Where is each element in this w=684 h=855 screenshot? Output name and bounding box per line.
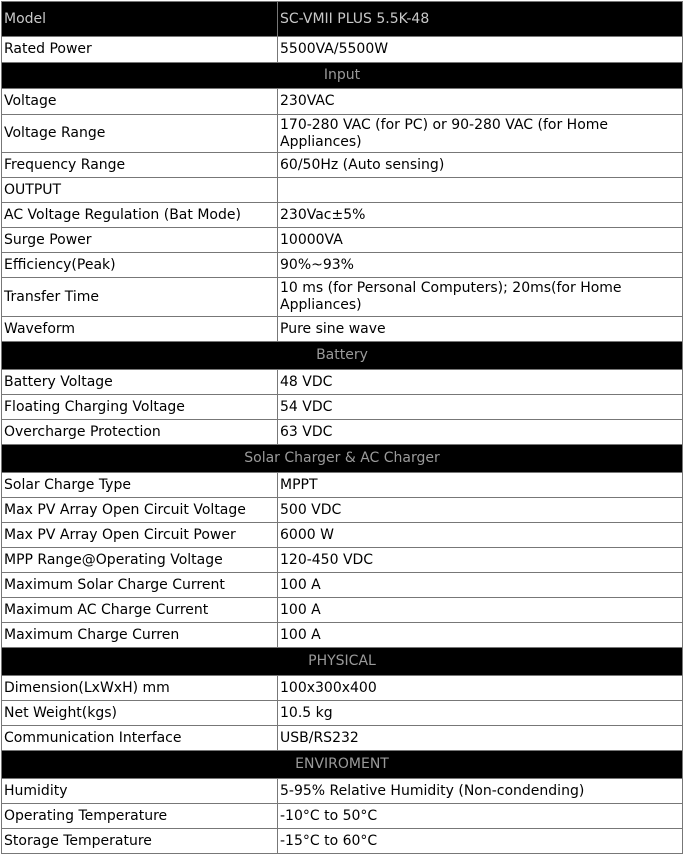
table-row — [2, 317, 683, 342]
row-value: 60/50Hz (Auto sensing) — [278, 153, 683, 178]
table-row — [2, 178, 683, 203]
table-row — [2, 473, 683, 498]
row-label: Maximum Solar Charge Current — [2, 573, 278, 598]
table-row — [2, 573, 683, 598]
row-value: 48 VDC — [278, 370, 683, 395]
row-label: Transfer Time — [2, 278, 278, 317]
row-label: Efficiency(Peak) — [2, 253, 278, 278]
table-row — [2, 726, 683, 751]
row-label: OUTPUT — [2, 178, 278, 203]
row-label: Voltage Range — [2, 115, 278, 153]
table-row — [2, 115, 683, 153]
row-value: 63 VDC — [278, 420, 683, 445]
row-value: 100 A — [278, 598, 683, 623]
row-label: Operating Temperature — [2, 804, 278, 829]
section-title: Solar Charger & AC Charger — [2, 445, 683, 473]
row-label: Rated Power — [2, 37, 278, 63]
row-value: 90%~93% — [278, 253, 683, 278]
table-row — [2, 278, 683, 317]
row-label: Waveform — [2, 317, 278, 342]
table-row — [2, 370, 683, 395]
row-value: 6000 W — [278, 523, 683, 548]
row-value: 100x300x400 — [278, 676, 683, 701]
row-value: 100 A — [278, 623, 683, 648]
table-row — [2, 153, 683, 178]
table-row — [2, 395, 683, 420]
row-value: 54 VDC — [278, 395, 683, 420]
model-row — [2, 2, 683, 37]
row-label: Maximum AC Charge Current — [2, 598, 278, 623]
row-value: 120-450 VDC — [278, 548, 683, 573]
table-row — [2, 37, 683, 63]
row-value: Pure sine wave — [278, 317, 683, 342]
row-label: Max PV Array Open Circuit Power — [2, 523, 278, 548]
row-value: 100 A — [278, 573, 683, 598]
row-value: -10°C to 50°C — [278, 804, 683, 829]
row-value: 5500VA/5500W — [278, 37, 683, 63]
row-value: 230VAC — [278, 89, 683, 115]
row-label: Net Weight(kgs) — [2, 701, 278, 726]
row-label: Frequency Range — [2, 153, 278, 178]
row-label: Solar Charge Type — [2, 473, 278, 498]
table-row — [2, 548, 683, 573]
table-row — [2, 701, 683, 726]
row-value: MPPT — [278, 473, 683, 498]
spec-table — [1, 1, 683, 854]
model-value: SC-VMII PLUS 5.5K-48 — [278, 2, 683, 37]
row-label: Surge Power — [2, 228, 278, 253]
row-value: USB/RS232 — [278, 726, 683, 751]
table-row — [2, 623, 683, 648]
table-row — [2, 676, 683, 701]
table-row — [2, 420, 683, 445]
section-header-solar-charger — [2, 445, 683, 473]
row-label: Max PV Array Open Circuit Voltage — [2, 498, 278, 523]
row-label: MPP Range@Operating Voltage — [2, 548, 278, 573]
row-value: 10 ms (for Personal Computers); 20ms(for Home Appliances) — [278, 278, 683, 317]
row-value — [278, 178, 683, 203]
section-title: Battery — [2, 342, 683, 370]
row-label: Humidity — [2, 779, 278, 804]
row-value: 10000VA — [278, 228, 683, 253]
row-value: 500 VDC — [278, 498, 683, 523]
row-label: Floating Charging Voltage — [2, 395, 278, 420]
table-row — [2, 203, 683, 228]
section-header-input — [2, 63, 683, 89]
section-header-battery — [2, 342, 683, 370]
table-row — [2, 829, 683, 854]
row-label: Storage Temperature — [2, 829, 278, 854]
row-label: Maximum Charge Curren — [2, 623, 278, 648]
table-row — [2, 779, 683, 804]
section-header-physical — [2, 648, 683, 676]
row-label: Communication Interface — [2, 726, 278, 751]
table-row — [2, 228, 683, 253]
row-label: Overcharge Protection — [2, 420, 278, 445]
table-row — [2, 523, 683, 548]
table-row — [2, 253, 683, 278]
section-title: PHYSICAL — [2, 648, 683, 676]
row-value: 5-95% Relative Humidity (Non-condending) — [278, 779, 683, 804]
table-row — [2, 89, 683, 115]
row-label: AC Voltage Regulation (Bat Mode) — [2, 203, 278, 228]
section-header-environment — [2, 751, 683, 779]
table-row — [2, 598, 683, 623]
row-label: Battery Voltage — [2, 370, 278, 395]
row-label: Dimension(LxWxH) mm — [2, 676, 278, 701]
model-label: Model — [2, 2, 278, 37]
row-value: 230Vac±5% — [278, 203, 683, 228]
table-row — [2, 804, 683, 829]
section-title: ENVIROMENT — [2, 751, 683, 779]
section-title: Input — [2, 63, 683, 89]
row-value: -15°C to 60°C — [278, 829, 683, 854]
table-row — [2, 498, 683, 523]
row-label: Voltage — [2, 89, 278, 115]
row-value: 170-280 VAC (for PC) or 90-280 VAC (for Home Appliances) — [278, 115, 683, 153]
row-value: 10.5 kg — [278, 701, 683, 726]
